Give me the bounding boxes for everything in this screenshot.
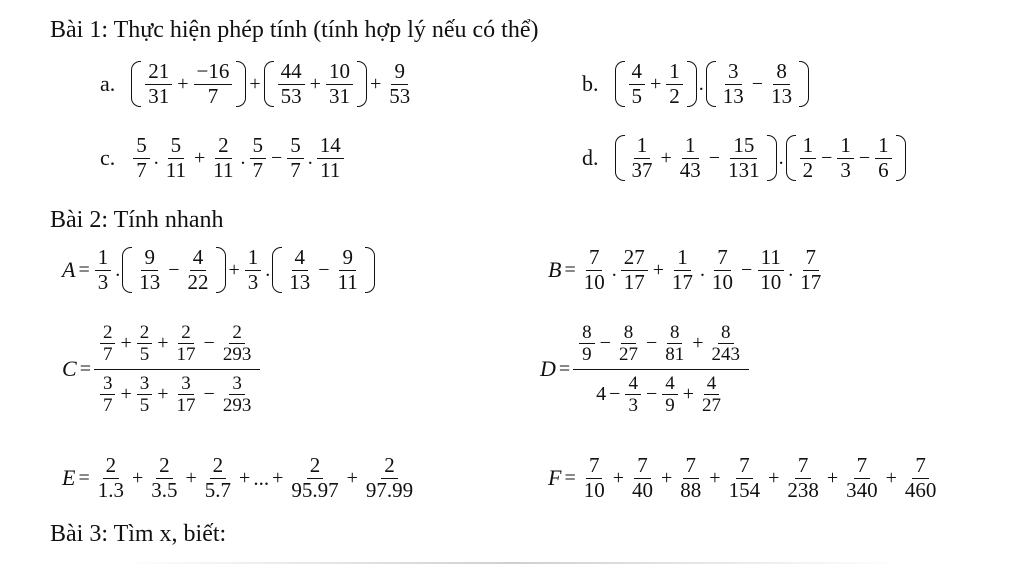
fraction: $\frac{44}{53}$ (278, 60, 305, 108)
label: b. (582, 71, 599, 97)
fraction: $\frac{7}{17}$ (800, 245, 822, 294)
paren: $\frac{4}{13}$ − $\frac{9}{11}$ (272, 246, 375, 294)
paren: $\frac{1}{2}$ − $\frac{1}{3}$ − $\frac{1}{6}$ (786, 134, 906, 182)
fraction: $\frac{7}{10}$ (583, 245, 605, 294)
bai1-b: b. $\frac{4}{5}$ + $\frac{1}{2}$ . $\frac{3}{13}$ − $\frac{8}{13}$ (582, 60, 809, 108)
fraction: $\frac{8}{243}$ (711, 322, 741, 366)
fraction: $\frac{8}{81}$ (665, 322, 685, 366)
fraction: $\frac{4}{27}$ (702, 372, 722, 416)
label: d. (582, 145, 599, 171)
fraction: $\frac{7}{40}$ (632, 453, 654, 502)
bai2-B: B = $\frac{7}{10}$ . $\frac{27}{17}$ + $\frac{1}{17}$ . $\frac{7}{10}$ − $\frac{11}{10}$ . $\frac{7}{17}$ (548, 246, 826, 294)
fraction: $\frac{3}{5}$ (137, 373, 153, 417)
fraction: $\frac{7}{340}$ (846, 453, 878, 502)
bai1-d: d. $\frac{1}{37}$ + $\frac{1}{43}$ − $\frac{15}{131}$ . $\frac{1}{2}$ − $\frac{1}{3}$ − $\frac{1}{6}$ (582, 134, 906, 182)
fraction: $\frac{5}{7}$ (250, 134, 267, 182)
var-name: E (62, 465, 76, 491)
fraction: $\frac{-16}{7}$ (194, 60, 233, 108)
var-name: F (548, 465, 562, 491)
fraction: $\frac{2}{11}$ (213, 133, 234, 182)
fraction: $\frac{2}{293}$ (222, 322, 252, 366)
fraction: $\frac{4}{13}$ (289, 245, 311, 294)
fraction: $\frac{21}{31}$ (145, 60, 172, 108)
fraction: $\frac{4}{9}$ (662, 373, 678, 417)
var-name: D (540, 356, 556, 382)
fraction: $\frac{2}{5}$ (137, 322, 153, 366)
fraction: $\frac{7}{10}$ (583, 453, 605, 502)
bai1-a: a. $\frac{21}{31}$ + $\frac{-16}{7}$ + $\frac{44}{53}$ + $\frac{10}{31}$ + $\frac{9}{53}$ (100, 60, 415, 108)
fraction: $\frac{3}{7}$ (100, 373, 116, 417)
fraction: $\frac{2}{1.3}$ (97, 453, 124, 502)
fraction: $\frac{3}{293}$ (222, 372, 252, 416)
paren: $\frac{21}{31}$ + $\frac{-16}{7}$ (131, 60, 246, 108)
fraction: $\frac{27}{17}$ (621, 246, 648, 294)
bai2-D: D = $\frac{8}{9}$ − $\frac{8}{27}$ − $\frac{8}{81}$ + $\frac{8}{243}$ 4 − $\frac{4}{3}$ − $\frac{4}{9}$ + $\frac{4}{27}$ (540, 322, 749, 416)
fraction: $\frac{10}{31}$ (326, 60, 353, 108)
bai3-title: Bài 3: Tìm x, biết: (50, 521, 227, 547)
fraction: $\frac{2}{3.5}$ (151, 453, 178, 502)
den-lead: 4 (596, 382, 607, 405)
fraction: $\frac{2}{7}$ (100, 322, 116, 366)
bai1-c: c. $\frac{5}{7}$ . $\frac{5}{11}$ + $\frac{2}{11}$ . $\frac{5}{7}$ − $\frac{5}{7}$ . $\frac{14}{11}$ (100, 134, 346, 182)
fraction: $\frac{8}{27}$ (618, 322, 638, 366)
fraction: $\frac{2}{97.99}$ (365, 453, 414, 502)
bai2-E: E = $\frac{2}{1.3}$ + $\frac{2}{3.5}$ + $\frac{2}{5.7}$ + ... + $\frac{2}{95.97}$ + $\frac{2}{97.99}$ (62, 454, 418, 502)
paren: $\frac{3}{13}$ − $\frac{8}{13}$ (706, 60, 809, 108)
paren: $\frac{1}{37}$ + $\frac{1}{43}$ − $\frac{15}{131}$ (615, 134, 777, 182)
fraction: $\frac{1}{3}$ (837, 134, 854, 182)
fraction: $\frac{7}{154}$ (728, 453, 761, 502)
fraction: $\frac{11}{10}$ (757, 246, 784, 294)
paren: $\frac{9}{13}$ − $\frac{4}{22}$ (122, 246, 225, 294)
fraction: $\frac{1}{3}$ (95, 246, 112, 294)
fraction: $\frac{4}{3}$ (625, 373, 641, 417)
fraction: $\frac{1}{3}$ (245, 246, 262, 294)
fraction: $\frac{5}{11}$ (165, 133, 186, 182)
paren: $\frac{4}{5}$ + $\frac{1}{2}$ (615, 60, 697, 108)
fraction: $\frac{7}{88}$ (680, 453, 702, 502)
label: c. (100, 145, 116, 171)
bai1-title: Bài 1: Thực hiện phép tính (tính hợp lý nếu có thể) (50, 17, 539, 43)
compound-fraction: $\frac{2}{7}$ + $\frac{2}{5}$ + $\frac{2}{17}$ − $\frac{2}{293}$ $\frac{3}{7}$ + $\frac{3}{5}$ + $\frac{3}{17}$ − $\frac{3}{293}$ (94, 322, 260, 416)
fraction: $\frac{4}{22}$ (187, 245, 209, 294)
fraction: $\frac{7}{238}$ (787, 453, 819, 502)
ellipsis: ... (253, 465, 270, 490)
bai2-title: Bài 2: Tính nhanh (50, 207, 224, 233)
fraction: $\frac{4}{5}$ (629, 60, 646, 108)
compound-fraction: $\frac{8}{9}$ − $\frac{8}{27}$ − $\frac{8}{81}$ + $\frac{8}{243}$ 4 − $\frac{4}{3}$ − $\frac{4}{9}$ + $\frac{4}{27}$ (573, 322, 749, 416)
fraction: $\frac{3}{13}$ (722, 59, 744, 108)
fraction: $\frac{7}{10}$ (712, 245, 734, 294)
fraction: $\frac{15}{131}$ (728, 133, 760, 182)
fraction: $\frac{5}{7}$ (133, 134, 150, 182)
bai2-A: A = $\frac{1}{3}$ . $\frac{9}{13}$ − $\frac{4}{22}$ + $\frac{1}{3}$ . $\frac{4}{13}$ − $\frac{9}{11}$ (62, 246, 375, 294)
var-name: C (62, 356, 77, 382)
fraction: $\frac{14}{11}$ (317, 134, 344, 182)
fraction: $\frac{1}{2}$ (666, 60, 683, 108)
label: a. (100, 71, 116, 97)
fraction: $\frac{2}{5.7}$ (204, 453, 232, 502)
var-name: B (548, 257, 562, 283)
fraction: $\frac{9}{53}$ (389, 59, 411, 108)
fraction: $\frac{8}{9}$ (579, 322, 595, 366)
fraction: $\frac{1}{17}$ (672, 245, 694, 294)
fraction: $\frac{1}{2}$ (800, 134, 817, 182)
fraction: $\frac{9}{13}$ (139, 245, 161, 294)
fraction: $\frac{3}{17}$ (176, 372, 196, 416)
var-name: A (62, 257, 76, 283)
fraction: $\frac{5}{7}$ (287, 134, 304, 182)
fraction: $\frac{2}{17}$ (176, 322, 196, 366)
paren: $\frac{44}{53}$ + $\frac{10}{31}$ (264, 60, 367, 108)
bai2-C: C = $\frac{2}{7}$ + $\frac{2}{5}$ + $\frac{2}{17}$ − $\frac{2}{293}$ $\frac{3}{7}$ + $\frac{3}{5}$ + $\frac{3}{17}$ − $\frac{3}{293}$ (62, 322, 260, 416)
fraction: $\frac{7}{460}$ (904, 453, 937, 502)
fraction: $\frac{1}{6}$ (875, 134, 892, 182)
bai2-F: F = $\frac{7}{10}$ + $\frac{7}{40}$ + $\frac{7}{88}$ + $\frac{7}{154}$ + $\frac{7}{238}$ + $\frac{7}{340}$ + $\frac{7}{460}$ (548, 454, 941, 502)
fraction: $\frac{8}{13}$ (771, 59, 793, 108)
fraction: $\frac{9}{11}$ (337, 245, 358, 294)
fraction: $\frac{1}{43}$ (679, 133, 701, 182)
fraction: $\frac{1}{37}$ (631, 133, 653, 182)
fraction: $\frac{2}{95.97}$ (291, 453, 339, 502)
